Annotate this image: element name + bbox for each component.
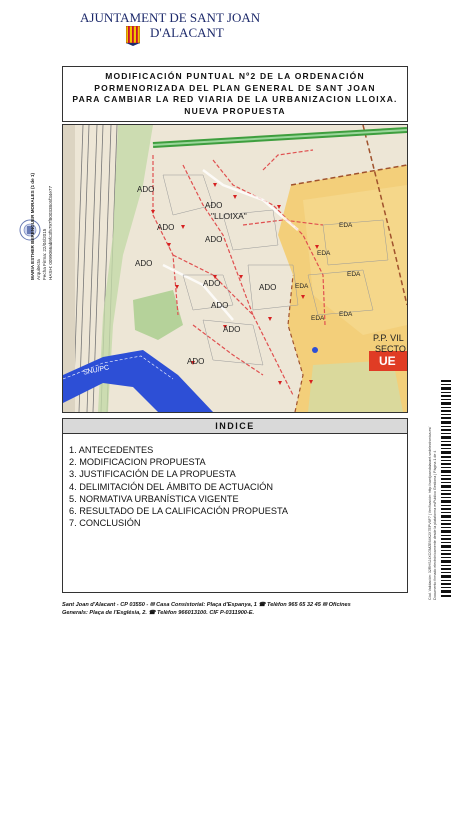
map-label-ado-4: ADO: [205, 235, 223, 244]
index-box: [62, 418, 408, 593]
urban-plan-map: [62, 124, 408, 413]
title-line-1: MODIFICACIÓN PUNTUAL Nº2 DE LA ORDENACIÓN: [105, 71, 365, 81]
map-label-eda-4: EDA: [295, 283, 309, 290]
signature-hash: HASH: 0099066ab9fc3f5797f800338c6f34e77: [48, 186, 53, 280]
logo-line-1: AJUNTAMENT DE SANT JOAN: [80, 10, 261, 25]
map-label-snu: SNU/PC: [82, 364, 110, 377]
index-item: 6. RESULTADO DE LA CALIFICACIÓN PROPUESTA: [69, 506, 289, 517]
index-item: 1. ANTECEDENTES: [69, 445, 154, 455]
index-item: 7. CONCLUSIÓN: [69, 518, 141, 529]
map-label-ado-8: ADO: [211, 301, 229, 310]
map-label-eda-1: EDA: [339, 222, 353, 229]
index-item: 2. MODIFICACION PROPUESTA: [69, 457, 206, 468]
map-label-ado-7: ADO: [259, 283, 277, 292]
logo-line-2: D'ALACANT: [150, 25, 224, 40]
map-label-eda-6: EDA: [311, 315, 325, 322]
map-label-lloixa: "LLOIXA": [211, 211, 247, 221]
footer-line-1: Sant Joan d'Alacant - CP 03550 - ✉ Casa Consistorial: Plaça d'Espanya, 1 ☎ Telèfon 965 65 32 45 ✉ Oficines: [62, 602, 351, 608]
map-label-ado-3: ADO: [157, 223, 175, 232]
index-item: 4. DELIMITACIÓN DEL ÁMBITO DE ACTUACIÓN: [69, 481, 274, 492]
validation-note: Documento firmado electrónicamente desde la plataforma esPublico Gestiona | Página 1 de 4: [433, 450, 437, 600]
validation-code: Cód. Validación: 32RHSJ4XCGMZE64K2X7EPV6F7 | Verificación: http://santjoandalacant.sedelectronica.es/: [428, 426, 432, 600]
map-label-ado-9: ADO: [223, 325, 241, 334]
signer-role: Arquitecta: [36, 259, 41, 280]
map-label-ue: UE: [379, 354, 396, 368]
map-label-eda-3: EDA: [347, 271, 361, 278]
map-label-sector: SECTO: [375, 344, 406, 354]
signer-name: MARIA ESTHER BERENGUER MORALES (1 de 1): [30, 172, 35, 280]
barcode-icon: [441, 380, 451, 600]
title-line-3: PARA CAMBIAR LA RED VIARIA DE LA URBANIZACION LLOIXA.: [72, 94, 398, 104]
map-label-eda-2: EDA: [317, 250, 331, 257]
page-footer: [62, 601, 412, 617]
map-label-ado-5: ADO: [135, 259, 153, 268]
index-heading: INDICE: [63, 419, 407, 434]
municipality-logo-text: [80, 10, 260, 40]
coat-of-arms-icon: [126, 26, 140, 46]
index-list: [69, 444, 288, 529]
validation-text-block: [428, 426, 440, 820]
map-label-ado-2: ADO: [205, 201, 223, 210]
document-title-box: [62, 66, 408, 122]
map-label-ado-1: ADO: [137, 185, 155, 194]
map-label-eda-5: EDA: [339, 311, 353, 318]
signature-date: Fecha Firma: 22/04/2015: [42, 228, 47, 280]
map-label-pp-vil: P.P. VIL: [373, 333, 404, 343]
index-item: 5. NORMATIVA URBANÍSTICA VIGENTE: [69, 493, 239, 504]
footer-line-2: Generals: Plaça de l'Església, 2. ☎ Telèfon 966013100. CIF P-0311900-E.: [62, 610, 255, 616]
title-line-4: NUEVA PROPUESTA: [184, 105, 286, 116]
map-label-ado-6: ADO: [203, 279, 221, 288]
title-line-2: PORMENORIZADA DEL PLAN GENERAL DE SANT JOAN: [94, 82, 376, 93]
map-label-ado-10: ADO: [187, 357, 205, 366]
index-item: 3. JUSTIFICACIÓN DE LA PROPUESTA: [69, 469, 236, 480]
